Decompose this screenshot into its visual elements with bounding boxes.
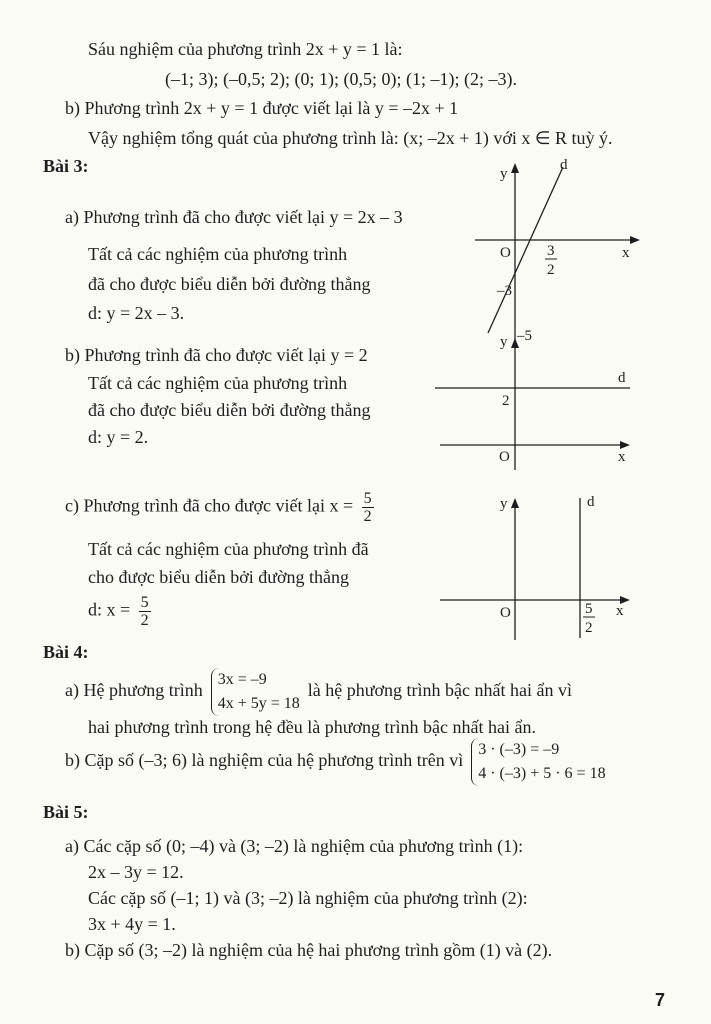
numerator: 5 (363, 490, 372, 507)
d-label: d (587, 494, 595, 510)
exercise-heading: Bài 3: (43, 156, 89, 176)
fraction (362, 490, 374, 525)
text-line: đã cho được biểu diễn bởi đường thẳng (88, 274, 371, 294)
text: là hệ phương trình bậc nhất hai ẩn vì (307, 680, 572, 701)
x-intercept-num: 5 (585, 601, 593, 617)
text-line: b) Cặp số (3; –2) là nghiệm của hệ hai phương trình gồm (1) và (2). (65, 940, 553, 960)
text-line (88, 594, 151, 629)
y-label: y (500, 334, 508, 350)
x-axis-arrow-icon (620, 441, 630, 449)
equation: 3 · (–3) = –9 (478, 741, 560, 758)
denominator: 2 (363, 508, 372, 525)
text-line: Vậy nghiệm tổng quát của phương trình là: (x; –2x + 1) với x ∈ R tuỳ ý. (88, 128, 613, 148)
origin-label: O (499, 449, 510, 465)
solutions-list: (–1; 3); (–0,5; 2); (0; 1); (0,5; 0); (1; –1); (2; –3). (165, 69, 517, 89)
text-line: a) Phương trình đã cho được viết lại y = 2x – 3 (65, 207, 403, 227)
text: c) Phương trình đã cho được viết lại x = (65, 495, 354, 516)
text-line (65, 490, 374, 525)
equation: 4 · (–3) + 5 · 6 = 18 (478, 765, 606, 782)
text-line: d: y = 2x – 3. (88, 303, 185, 323)
y-label: y (500, 496, 508, 512)
text-line: 2x – 3y = 12. (88, 862, 184, 882)
text-line: b) Phương trình đã cho được viết lại y = 2 (65, 345, 368, 365)
text-line: hai phương trình trong hệ đều là phương trình bậc nhất hai ẩn. (88, 717, 536, 737)
equation: 4x + 5y = 18 (217, 695, 300, 712)
graph-line-x-5-2 (430, 490, 650, 640)
exercise-heading: Bài 4: (43, 642, 89, 662)
text-line (65, 738, 614, 786)
text-line: d: y = 2. (88, 427, 149, 447)
x-intercept-num: 3 (547, 243, 555, 259)
equation: 3x = –9 (217, 671, 267, 688)
text-line (65, 668, 572, 716)
fraction (139, 594, 151, 629)
y-axis-arrow-icon (511, 498, 519, 508)
x-intercept-den: 2 (585, 620, 593, 636)
x-intercept-den: 2 (547, 262, 555, 278)
text-line: Sáu nghiệm của phương trình 2x + y = 1 là: (88, 39, 403, 59)
x-label: x (622, 245, 630, 261)
text-line: cho được biểu diễn bởi đường thẳng (88, 567, 350, 587)
y-axis-arrow-icon (511, 163, 519, 173)
d-label: d (618, 370, 626, 386)
x-axis-arrow-icon (630, 236, 640, 244)
text-line: đã cho được biểu diễn bởi đường thẳng (88, 400, 371, 420)
graph-line-y-2x-3 (460, 155, 660, 350)
y-tick-label: –5 (517, 328, 532, 344)
text-line: Các cặp số (–1; 1) và (3; –2) là nghiệm của phương trình (2): (88, 888, 528, 908)
text-line: 3x + 4y = 1. (88, 914, 176, 934)
origin-label: O (500, 245, 511, 261)
y-intercept-label: –3 (497, 283, 512, 299)
x-label: x (616, 603, 624, 619)
equation-system (471, 738, 605, 786)
x-label: x (618, 449, 626, 465)
text-line: Tất cả các nghiệm của phương trình đã (88, 539, 369, 559)
y-axis-arrow-icon (511, 338, 519, 348)
text-line: Tất cả các nghiệm của phương trình (88, 244, 348, 264)
denominator: 2 (140, 612, 149, 629)
equation-system (211, 668, 300, 716)
text-line: Tất cả các nghiệm của phương trình (88, 373, 348, 393)
text-line: a) Các cặp số (0; –4) và (3; –2) là nghiệm của phương trình (1): (65, 836, 524, 856)
origin-label: O (500, 605, 511, 621)
d-label: d (560, 157, 568, 173)
exercise-heading: Bài 5: (43, 802, 89, 822)
text: a) Hệ phương trình (65, 680, 203, 701)
page-number: 7 (655, 990, 666, 1010)
text: d: x = (88, 599, 131, 620)
y-intercept-label: 2 (502, 393, 510, 409)
text: b) Cặp số (–3; 6) là nghiệm của hệ phương trình trên vì (65, 750, 464, 771)
graph-line-y-2 (430, 330, 650, 470)
numerator: 5 (140, 594, 149, 611)
y-label: y (500, 166, 508, 182)
text-line: b) Phương trình 2x + y = 1 được viết lại là y = –2x + 1 (65, 98, 459, 118)
